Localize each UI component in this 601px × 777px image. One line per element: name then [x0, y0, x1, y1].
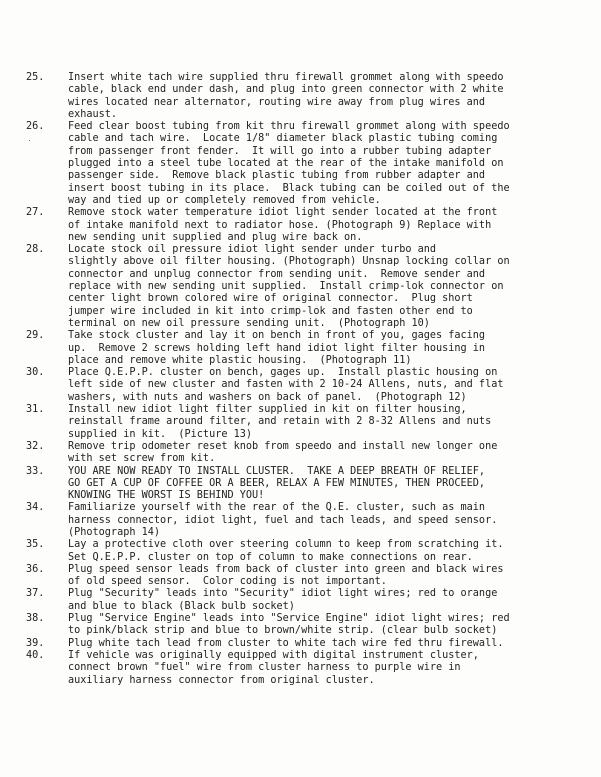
step-text-line: KNOWING THE WORST IS BEHIND YOU!: [68, 490, 265, 502]
step-text-line: Plug white tach lead from cluster to white tach wire fed thru firewall.: [68, 637, 504, 649]
step-text-line: washers, with nuts and washers on back of panel. (Photograph 12): [68, 391, 467, 403]
step-text-line: jumper wire included in kit into crimp-lok and fasten other end to: [68, 305, 473, 317]
instruction-step: [26, 564, 586, 589]
instruction-step: [26, 367, 586, 404]
step-number: 30.: [26, 367, 45, 379]
step-text-line: GO GET A CUP OF COFFEE OR A BEER, RELAX A FEW MINUTES, THEN PROCEED,: [68, 477, 486, 489]
step-text-line: Install new idiot light filter supplied in kit on filter housing,: [68, 404, 467, 416]
step-text-line: supplied in kit. (Picture 13): [68, 428, 253, 440]
step-text-line: Locate stock oil pressure idiot light sender under turbo and: [68, 244, 437, 256]
step-text-line: with set screw from kit.: [68, 453, 216, 465]
instruction-step: [26, 207, 586, 244]
instruction-step: [26, 72, 586, 121]
step-number: 25.: [26, 72, 45, 83]
step-text-line: Feed clear boost tubing from kit thru firewall grommet along with speedo: [68, 121, 510, 133]
step-text-line: terminal on new oil pressure sending unit. (Photograph 10): [68, 317, 430, 329]
step-text: [68, 564, 586, 589]
step-text-line: YOU ARE NOW READY TO INSTALL CLUSTER. TAKE A DEEP BREATH OF RELIEF,: [68, 465, 486, 477]
step-number: 26.: [26, 121, 45, 133]
step-text-line: Plug "Security" leads into "Security" idiot light wires; red to orange: [68, 588, 498, 600]
step-number: 36.: [26, 563, 45, 575]
step-number: 34.: [26, 502, 45, 514]
step-text-line: center light brown colored wire of original connector. Plug short: [68, 293, 473, 305]
step-text: [68, 638, 586, 650]
step-text-line: replace with new sending unit supplied. Install crimp-lok connector on: [68, 281, 504, 293]
step-text-line: of old speed sensor. Color coding is not important.: [68, 576, 387, 588]
step-text-line: Insert white tach wire supplied thru firewall grommet along with speedo: [68, 72, 504, 83]
step-number: 33.: [26, 465, 45, 477]
step-text-line: passenger side. Remove black plastic tubing from rubber adapter and: [68, 170, 486, 182]
step-text-line: Plug "Service Engine" leads into "Service Engine" idiot light wires; red: [68, 613, 510, 625]
instruction-step: [26, 121, 586, 207]
step-text-line: auxiliary harness connector from original cluster.: [68, 674, 375, 686]
instruction-step: [26, 244, 586, 330]
step-text: [68, 613, 586, 638]
step-text-line: place and remove white plastic housing. (Photograph 11): [68, 354, 412, 366]
step-text-line: Plug speed sensor leads from back of cluster into green and black wires: [68, 563, 504, 575]
instruction-step: [26, 588, 586, 613]
step-number: 38.: [26, 613, 45, 625]
instruction-list: [26, 72, 586, 687]
step-text-line: harness connector, idiot light, fuel and tach leads, and speed sensor.: [68, 514, 498, 526]
step-text: [68, 330, 586, 367]
step-text-line: connector and unplug connector from sending unit. Remove sender and: [68, 268, 486, 280]
instruction-step: [26, 613, 586, 638]
step-text: [68, 466, 586, 503]
step-text-line: to pink/black strip and blue to brown/white strip. (clear bulb socket): [68, 625, 498, 637]
step-number: 31.: [26, 404, 45, 416]
step-text-line: insert boost tubing in its place. Black tubing can be coiled out of the: [68, 182, 510, 194]
step-text: [68, 441, 586, 466]
step-text-line: way and tied up or completely removed from vehicle.: [68, 194, 381, 206]
step-text-line: wires located near alternator, routing wire away from plug wires and: [68, 96, 486, 108]
step-text-line: exhaust.: [68, 108, 118, 120]
step-text-line: cable and tach wire. Locate 1/8" diameter black plastic tubing coming: [68, 133, 498, 145]
step-text-line: Set Q.E.P.P. cluster on top of column to make connections on rear.: [68, 551, 473, 563]
instruction-step: [26, 441, 586, 466]
step-text-line: Remove stock water temperature idiot light sender located at the front: [68, 207, 498, 219]
step-text-line: and blue to black (Black bulb socket): [68, 600, 295, 612]
step-text: [68, 502, 586, 539]
step-text-line: connect brown "fuel" wire from cluster harness to purple wire in: [68, 662, 461, 674]
step-number: 27.: [26, 207, 45, 219]
instruction-step: [26, 502, 586, 539]
instruction-step: [26, 466, 586, 503]
step-text-line: plugged into a steel tube located at the rear of the intake manifold on: [68, 158, 504, 170]
step-text: [68, 72, 586, 121]
step-text: [68, 539, 586, 564]
step-text: [68, 121, 586, 207]
step-text: [68, 588, 586, 613]
step-text-line: from passenger front fender. It will go into a rubber tubing adapter: [68, 145, 492, 157]
step-number: 28.: [26, 244, 45, 256]
step-text-line: Familiarize yourself with the rear of the Q.E. cluster, such as main: [68, 502, 486, 514]
step-text-line: cable, black end under dash, and plug into green connector with 2 white: [68, 84, 504, 96]
step-text: [68, 404, 586, 441]
step-text: [68, 367, 586, 404]
step-text: [68, 650, 586, 687]
step-text-line: Place Q.E.P.P. cluster on bench, gages up. Install plastic housing on: [68, 367, 498, 379]
step-number: 32.: [26, 440, 45, 452]
step-text-line: up. Remove 2 screws holding left hand idiot light filter housing in: [68, 342, 486, 354]
instruction-step: [26, 330, 586, 367]
step-number: 40.: [26, 649, 45, 661]
step-number: 37.: [26, 588, 45, 600]
step-text-line: Lay a protective cloth over steering column to keep from scratching it.: [68, 539, 504, 551]
instruction-step: [26, 404, 586, 441]
step-number: 29.: [26, 330, 45, 342]
step-text-line: reinstall frame around filter, and retain with 2 8-32 Allens and nuts: [68, 416, 492, 428]
step-text: [68, 207, 586, 244]
step-text-line: left side of new cluster and fasten with 2 10-24 Allens, nuts, and flat: [68, 379, 504, 391]
step-number: 39.: [26, 637, 45, 649]
step-text-line: If vehicle was originally equipped with digital instrument cluster,: [68, 649, 479, 661]
step-text-line: Take stock cluster and lay it on bench in front of you, gages facing: [68, 330, 486, 342]
step-text-line: new sending unit supplied and plug wire back on.: [68, 231, 363, 243]
step-text-line: of intake manifold next to radiator hose. (Photograph 9) Replace with: [68, 219, 492, 231]
step-text: [68, 244, 586, 330]
instruction-step: [26, 539, 586, 564]
step-text-line: (Photograph 14): [68, 526, 161, 538]
instruction-step: [26, 650, 586, 687]
step-number: 35.: [26, 539, 45, 551]
instruction-step: [26, 638, 586, 650]
step-text-line: Remove trip odometer reset knob from speedo and install new longer one: [68, 440, 498, 452]
step-text-line: slightly above oil filter housing. (Photograph) Unsnap locking collar on: [68, 256, 510, 268]
